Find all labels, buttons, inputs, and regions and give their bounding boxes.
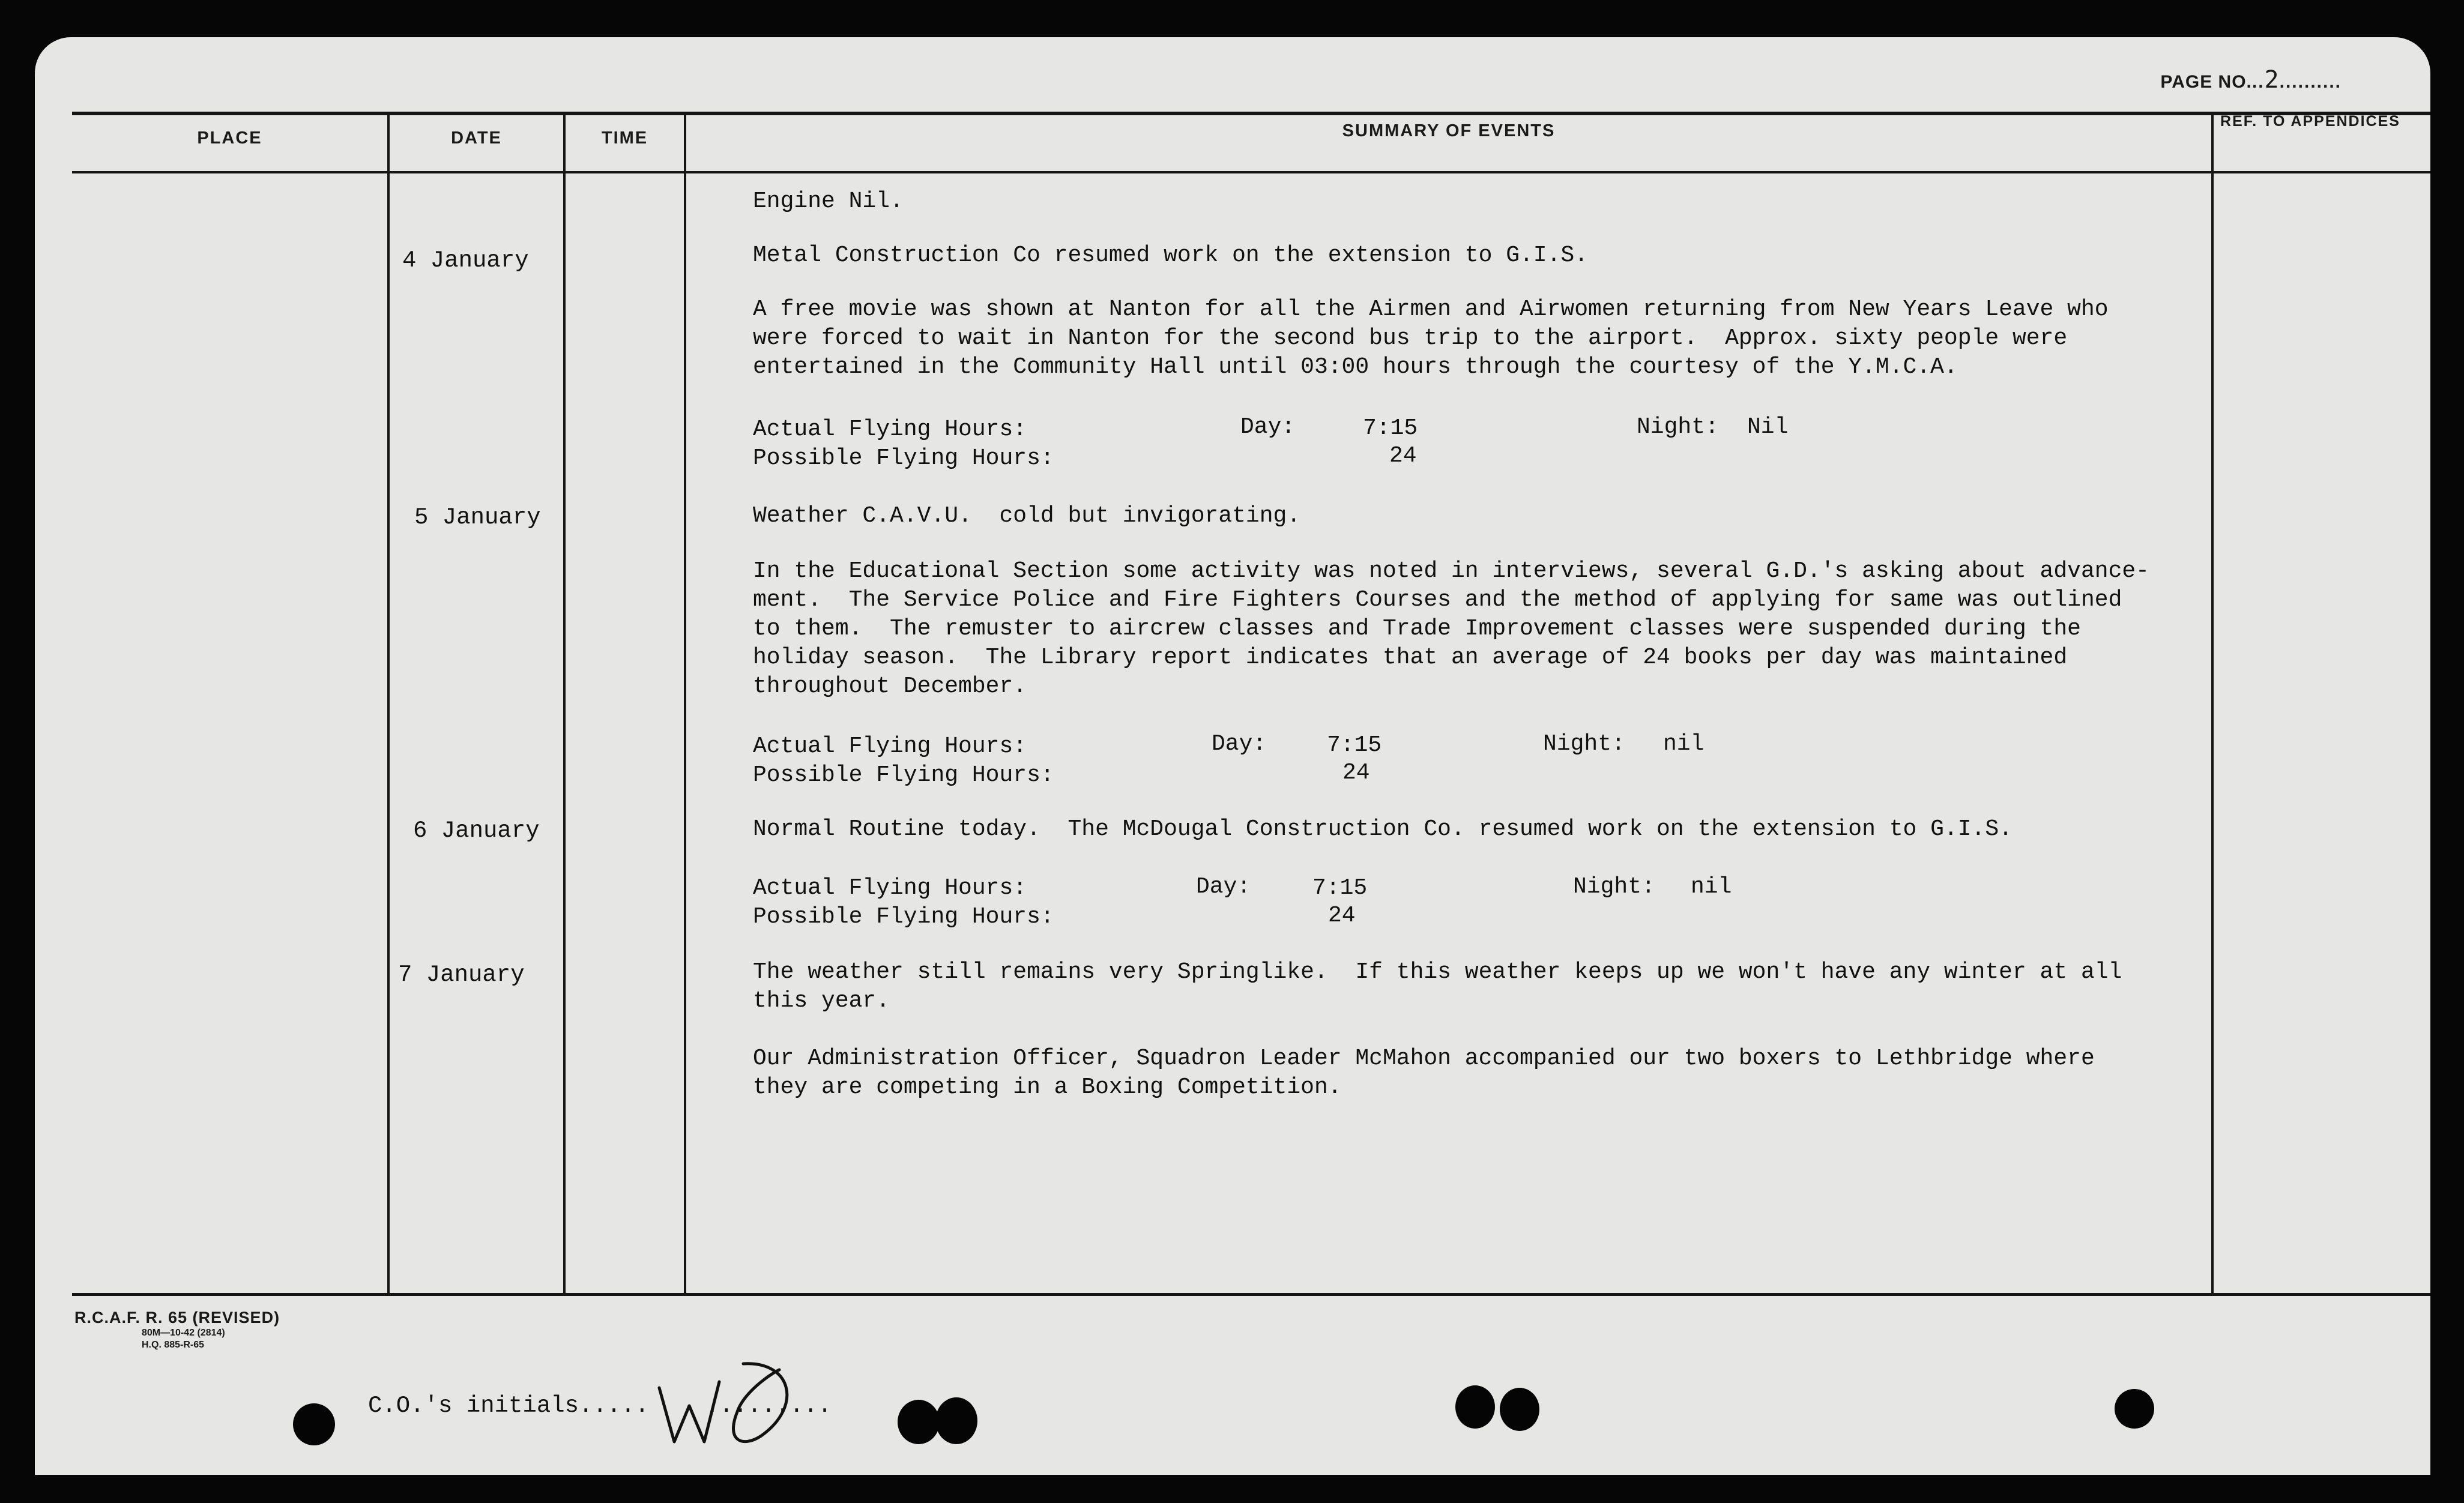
header-rule [72,171,2430,173]
punch-hole [898,1400,940,1444]
time-header: TIME [601,128,648,148]
entry-7-january-para-1: The weather still remains very Springlike. If this weather keeps up we won't have any winter at all this year. [753,959,2122,1014]
actual-hours-label: Actual Flying Hours: [753,875,1027,901]
signature-icon [653,1358,833,1454]
possible-hours-label: Possible Flying Hours: [753,445,1054,471]
punch-hole [935,1397,977,1444]
summary-ref-divider [2211,112,2214,1294]
punch-hole [1455,1385,1495,1429]
actual-hours-label: Actual Flying Hours: [753,417,1027,442]
ref-header: REF. TO APPENDICES [2220,113,2400,130]
night-hours: nil [1663,731,1705,757]
co-initials-signature [653,1358,833,1457]
night-hours: Nil [1747,414,1789,440]
day-label: Day: [1212,731,1267,757]
place-date-divider [387,112,390,1294]
possible-hours: 24 [1389,443,1417,469]
possible-hours-label: Possible Flying Hours: [753,762,1054,788]
punch-hole [2115,1389,2154,1429]
entry-4-january-para-2: A free movie was shown at Nanton for all the Airmen and Airwomen returning from New Years Leave who were forced to wait in Nanton for the second bus trip to the airport. Approx. sixty people were entertained in the Community Hall until 03:00 hours through the courtesy of the Y.M.C.A. [753,297,2109,380]
actual-hours-label: Actual Flying Hours: [753,733,1027,759]
day-hours: 7:15 [1327,732,1382,758]
punch-hole [293,1403,335,1445]
time-summary-divider [684,112,686,1294]
page-number: PAGE NO...2.......... [2160,66,2342,94]
entry-4-january-para-1: Metal Construction Co resumed work on the extension to G.I.S. [753,242,1589,268]
co-initials-line: C.O.'s initials..... ......... [368,1393,832,1419]
day-label: Day: [1240,414,1296,440]
day-hours: 7:15 [1363,415,1418,441]
day-hours: 7:15 [1312,875,1368,901]
night-label: Night: [1543,731,1625,757]
summary-header: SUMMARY OF EVENTS [1342,121,1556,140]
form-sheet [35,37,2430,1475]
night-hours: nil [1691,874,1732,900]
night-label: Night: [1573,874,1655,900]
punch-hole [1500,1388,1539,1431]
date-6-january: 6 January [413,818,540,844]
possible-hours: 24 [1342,760,1370,786]
page-number-value: 2 [2264,66,2280,94]
date-5-january: 5 January [414,504,541,531]
entry-5-january-para-2: In the Educational Section some activity was noted in interviews, several G.D.'s asking about advance- ment. The Service Police and Fire Fighters Courses and the method of applying for same was outlined to them. The remuster to aircrew classes and Trade Improvement classes were suspended during the holiday season. The Library report indicates that an average of 24 books per day was maintained throughout December. [753,558,2149,699]
entry-engine: Engine Nil. [753,188,904,214]
entry-6-january-para-1: Normal Routine today. The McDougal Construction Co. resumed work on the extension to G.I.S. [753,816,2013,842]
possible-hours-label: Possible Flying Hours: [753,904,1054,930]
night-label: Night: [1637,414,1719,440]
date-header: DATE [451,128,502,148]
top-rule [72,112,2430,115]
day-label: Day: [1196,874,1251,900]
place-header: PLACE [197,128,262,148]
possible-hours: 24 [1328,903,1356,929]
date-time-divider [563,112,566,1294]
bottom-rule [72,1293,2430,1296]
date-7-january: 7 January [398,962,525,988]
entry-5-january-para-1: Weather C.A.V.U. cold but invigorating. [753,503,1301,529]
form-number: R.C.A.F. R. 65 (REVISED) 80M—10-42 (2814) H.Q. 885-R-65 [74,1309,280,1350]
date-4-january: 4 January [402,247,529,274]
entry-7-january-para-2: Our Administration Officer, Squadron Leader McMahon accompanied our two boxers to Lethbridge where they are competing in a Boxing Competition. [753,1046,2095,1100]
